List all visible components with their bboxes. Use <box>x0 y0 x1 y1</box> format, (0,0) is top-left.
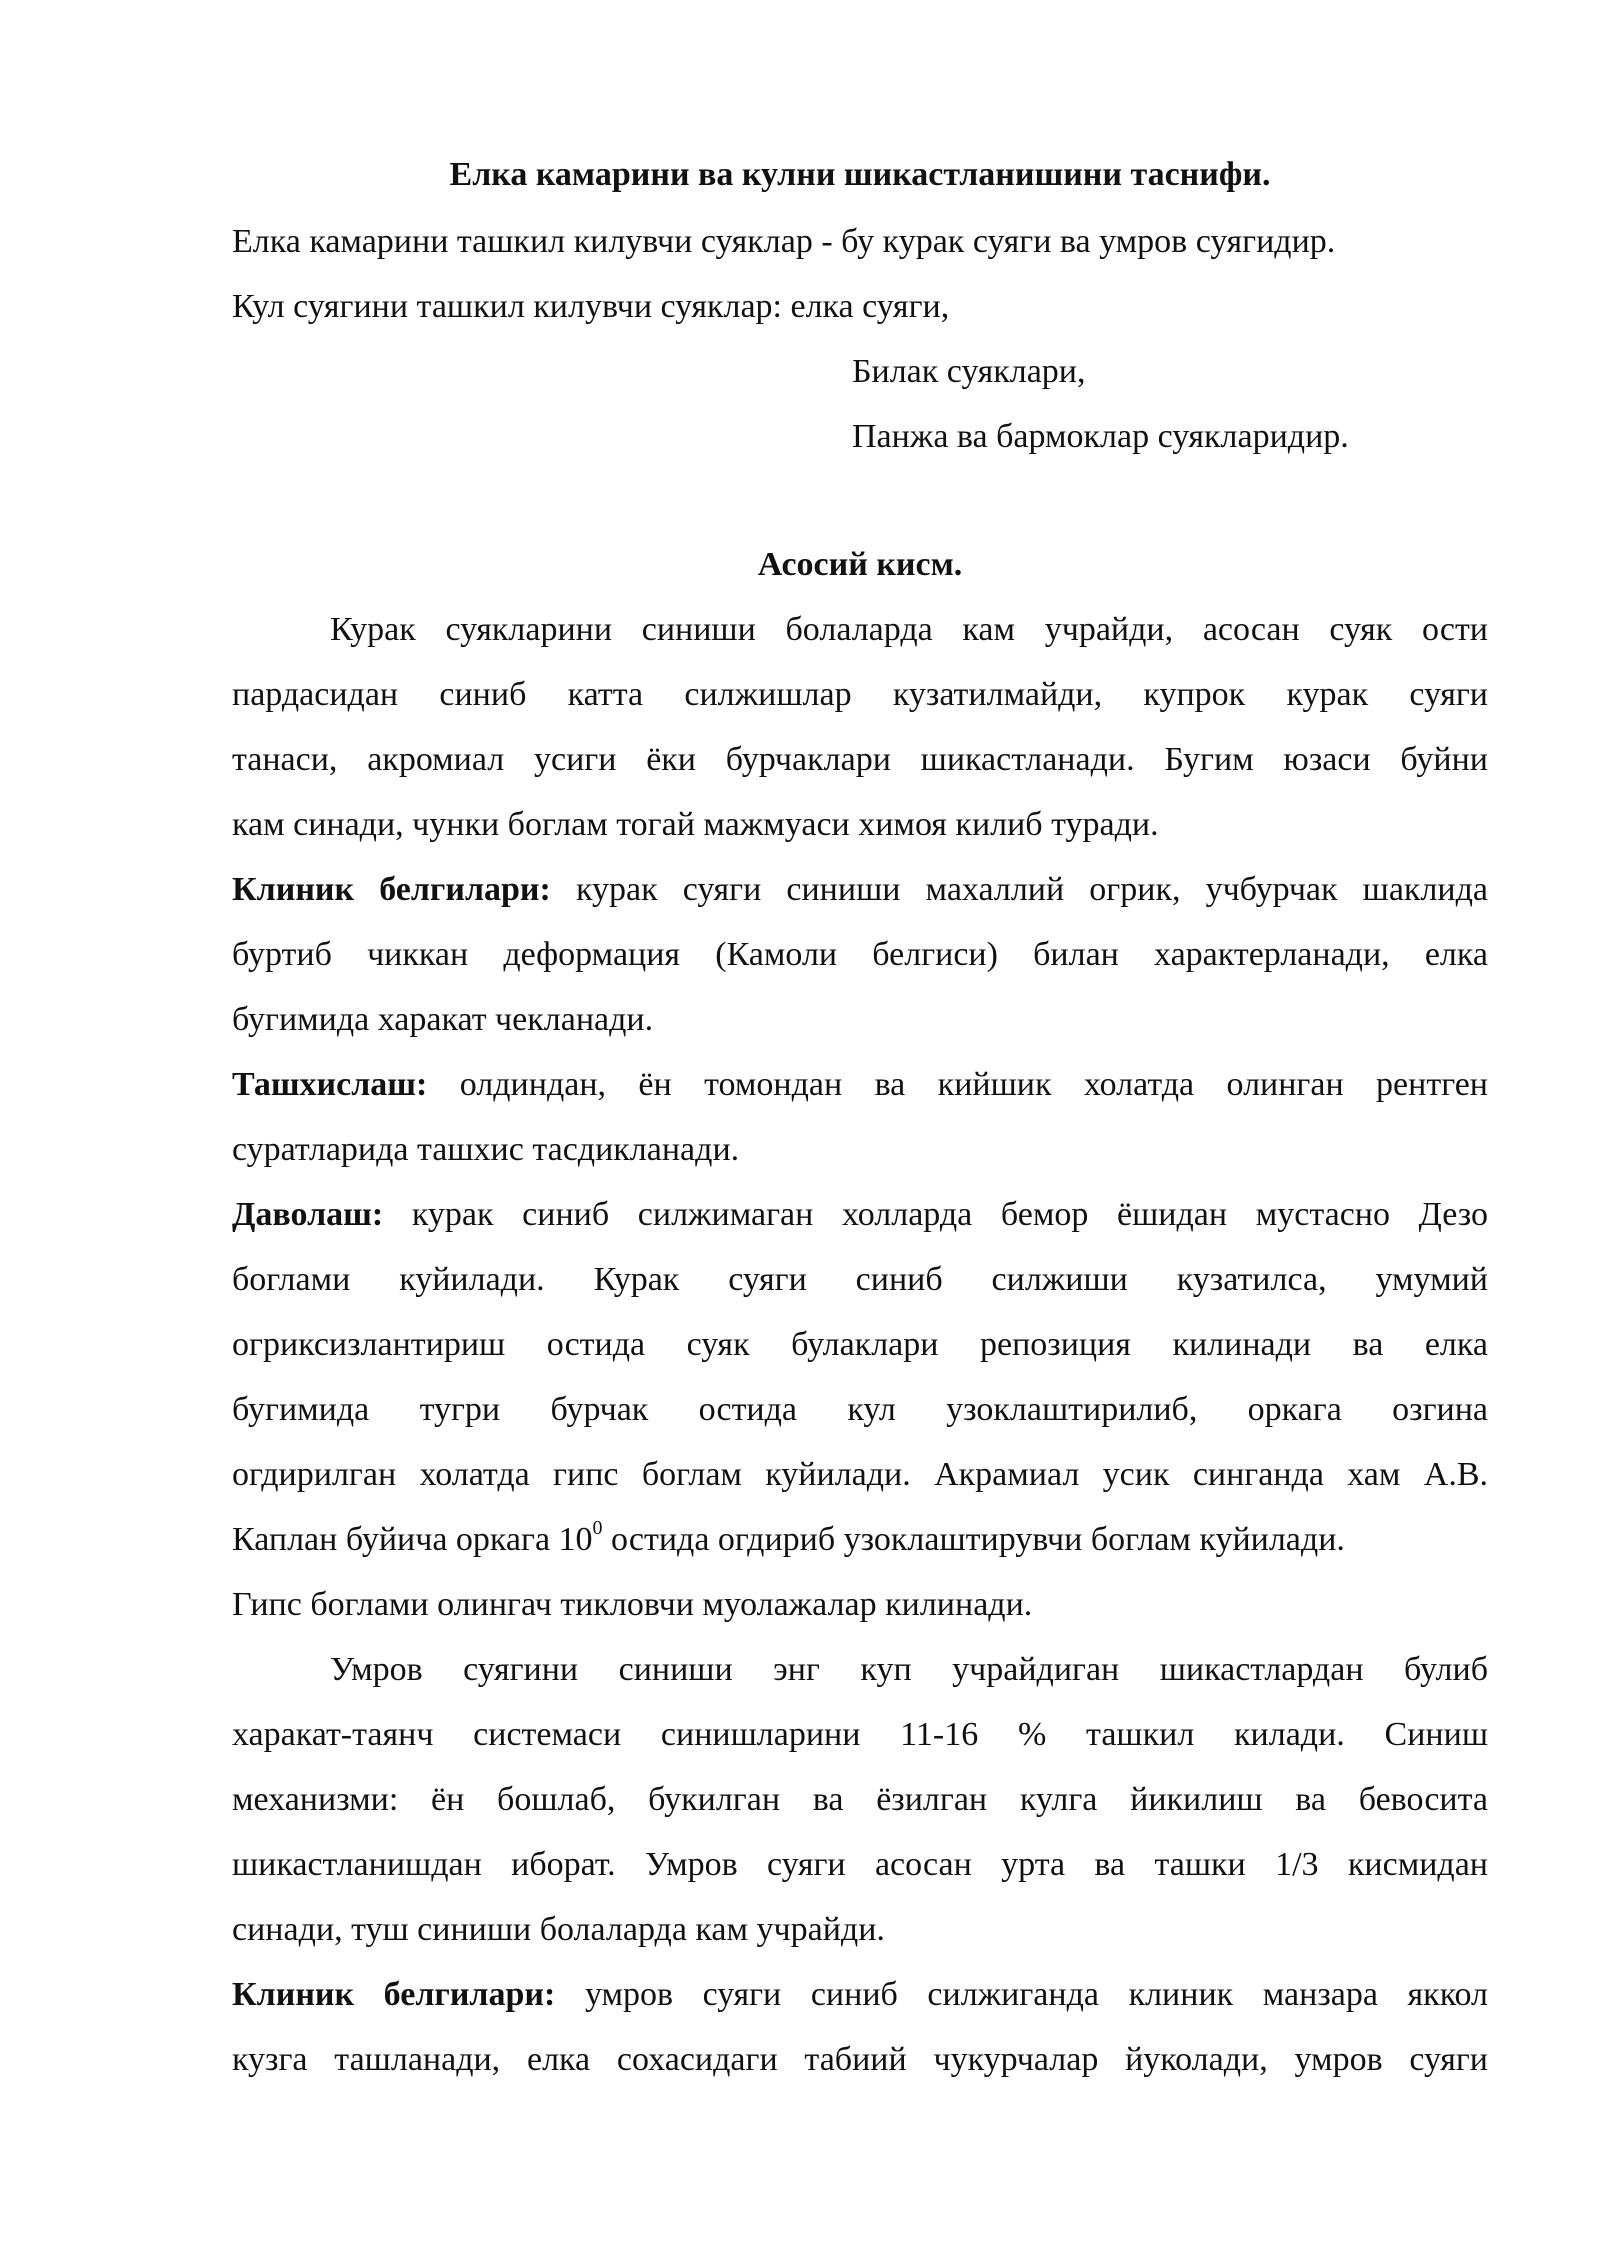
p3-line-2: суратларида ташхис тасдикланади. <box>232 1131 740 1168</box>
treatment-label: Даволаш: <box>232 1196 384 1233</box>
p4-line-6-end: остида огдириб узоклаштирувчи боглам куйилади. <box>602 1521 1345 1558</box>
p1-line-4: кам синади, чунки боглам тогай мажмуаси химоя килиб туради. <box>232 806 1159 843</box>
p2-line-1 <box>232 870 1488 910</box>
section-title: Асосий кисм. <box>757 546 963 583</box>
p4-line-6-start: Каплан буйича оркага 10 <box>232 1521 593 1558</box>
clinical-signs-label-2: Клиник белгилари: <box>232 1976 556 2013</box>
p4-line-1 <box>232 1195 1488 1235</box>
p5-line-1: Умров суягини синиши энг куп учрайдиган шикастлардан булиб <box>330 1651 1488 1688</box>
p5-line-2: харакат-таянч системаси синишларини 11-16 % ташкил килади. Синиш <box>232 1716 1488 1753</box>
p5-line-3: механизми: ён бошлаб, букилган ва ёзилган кулга йикилиш ва бевосита <box>232 1781 1488 1818</box>
intro-line-4: Панжа ва бармоклар суякларидир. <box>852 418 1349 455</box>
p1-line-1: Курак суякларини синиши болаларда кам учрайди, асосан суяк ости <box>330 611 1488 648</box>
p4-line-7: Гипс боглами олингач тикловчи муолажалар килинади. <box>232 1586 1033 1623</box>
p6-line-1 <box>232 1975 1488 2015</box>
degree-superscript: 0 <box>592 1516 603 1539</box>
intro-line-2: Кул суягини ташкил килувчи суяклар: елка суяги, <box>232 288 950 325</box>
p6-text: умров суяги синиб силжиганда клиник манзара яккол <box>555 1976 1488 2013</box>
p1-line-3: танаси, акромиал усиги ёки бурчаклари шикастланади. Бугим юзаси буйни <box>232 741 1488 778</box>
p4-line-6 <box>232 1516 1488 1560</box>
p5-line-5: синади, туш синиши болаларда кам учрайди. <box>232 1911 885 1948</box>
p4-text: курак синиб силжимаган холларда бемор ёшидан мустасно Дезо <box>383 1196 1488 1233</box>
p4-line-3: огриксизлантириш остида суяк булаклари репозиция килинади ва елка <box>232 1326 1488 1363</box>
document-title: Елка камарини ва кулни шикастланишини таснифи. <box>449 156 1271 193</box>
p3-line-1 <box>232 1065 1488 1105</box>
p4-line-2: боглами куйилади. Курак суяги синиб силжиши кузатилса, умумий <box>232 1261 1488 1298</box>
p6-line-2: кузга ташланади, елка сохасидаги табиий чукурчалар йуколади, умров суяги <box>232 2041 1488 2078</box>
p2-line-2: буртиб чиккан деформация (Камоли белгиси) билан характерланади, елка <box>232 936 1488 973</box>
p3-text: олдиндан, ён томондан ва кийшик холатда олинган рентген <box>427 1066 1488 1103</box>
p5-line-4: шикастланишдан иборат. Умров суяги асосан урта ва ташки 1/3 кисмидан <box>232 1846 1488 1883</box>
intro-line-3: Билак суяклари, <box>852 353 1086 390</box>
p4-line-4: бугимида тугри бурчак остида кул узоклаштирилиб, оркага озгина <box>232 1391 1488 1428</box>
diagnosis-label: Ташхислаш: <box>232 1066 428 1103</box>
p2-line-3: бугимида харакат чекланади. <box>232 1001 654 1038</box>
p2-text: курак суяги синиши махаллий огрик, учбурчак шаклида <box>550 871 1488 908</box>
clinical-signs-label: Клиник белгилари: <box>232 871 551 908</box>
p4-line-5: огдирилган холатда гипс боглам куйилади. Акрамиал усик синганда хам А.В. <box>232 1456 1488 1493</box>
p1-line-2: пардасидан синиб катта силжишлар кузатилмайди, купрок курак суяги <box>232 676 1488 713</box>
intro-line-1: Елка камарини ташкил килувчи суяклар - бу курак суяги ва умров суягидир. <box>232 223 1336 260</box>
